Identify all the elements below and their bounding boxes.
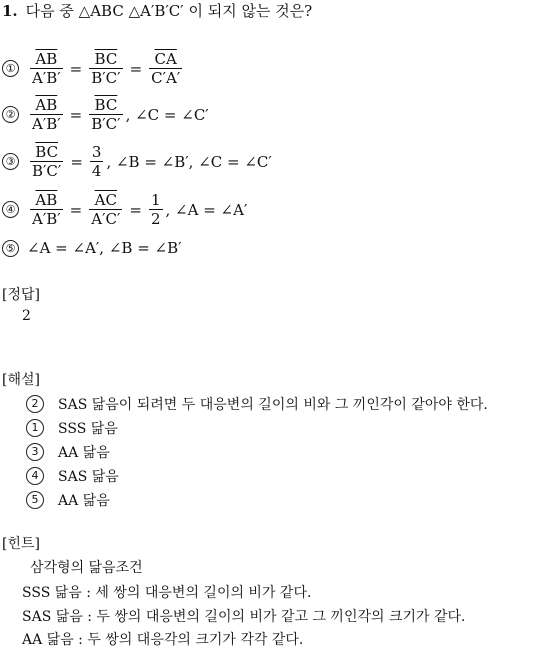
hint-title: 삼각형의 닮음조건 xyxy=(30,560,143,576)
fraction: $\frac{1}{2}$ xyxy=(150,191,161,228)
option-tail: , ∠C = ∠C′ xyxy=(125,105,209,124)
explanation-item: 2 SAS 닮음이 되려면 두 대응변의 길이의 비와 그 끼인각이 같아야 한다. xyxy=(26,394,488,414)
option-number: ⑤ xyxy=(2,240,19,257)
fraction: $\frac{\overline{BC}}{B'C'}$ xyxy=(91,50,121,87)
answer-label: [정답] xyxy=(2,287,40,303)
circled-number: 4 xyxy=(26,467,44,485)
option-number: ① xyxy=(2,60,19,77)
option-number: ② xyxy=(2,106,19,123)
fraction: $\frac{\overline{CA}}{C'A'}$ xyxy=(151,50,181,87)
fraction: $\frac{\overline{AC}}{A'C'}$ xyxy=(91,191,121,228)
explanation-item: 1 SSS 닮음 xyxy=(26,418,118,438)
explanation-item: 5 AA 닮음 xyxy=(26,490,110,510)
circled-number: 5 xyxy=(26,491,44,509)
option-text: ∠A = ∠A′, ∠B = ∠B′ xyxy=(27,239,182,257)
option-1[interactable]: ① $\frac{\overline{AB}}{A'B'}$ = $\frac{\overline{BC}}{B'C'}$ = $\frac{\overline{CA}}{C'A'}$ xyxy=(2,50,185,87)
option-2[interactable]: ② $\frac{\overline{AB}}{A'B'}$ = $\frac{\overline{BC}}{B'C'}$ , ∠C = ∠C′ xyxy=(2,96,209,133)
fraction: $\frac{3}{4}$ xyxy=(91,143,102,180)
hint-line: SSS 닮음 : 세 쌍의 대응변의 길이의 비가 같다. xyxy=(22,585,312,601)
option-number: ④ xyxy=(2,201,19,218)
fraction: $\frac{\overline{AB}}{A'B'}$ xyxy=(32,50,61,87)
explanation-item: 3 AA 닮음 xyxy=(26,442,110,462)
question xyxy=(2,0,312,21)
option-tail: , ∠B = ∠B′, ∠C = ∠C′ xyxy=(106,152,272,171)
hint-line: AA 닮음 : 두 쌍의 대응각의 크기가 각각 같다. xyxy=(22,632,304,648)
hint-line: SAS 닮음 : 두 쌍의 대응변의 길이의 비가 같고 그 끼인각의 크기가 같다. xyxy=(22,609,466,625)
fraction: $\frac{\overline{BC}}{B'C'}$ xyxy=(32,143,62,180)
option-5[interactable] xyxy=(2,239,182,257)
explanation-item: 4 SAS 닮음 xyxy=(26,466,119,486)
fraction: $\frac{\overline{AB}}{A'B'}$ xyxy=(32,191,61,228)
hint-label: [힌트] xyxy=(2,536,40,552)
fraction: $\frac{\overline{BC}}{B'C'}$ xyxy=(91,96,121,133)
explanation-label: [해설] xyxy=(2,372,40,388)
question-number: 1. xyxy=(2,2,18,20)
option-number: ③ xyxy=(2,153,19,170)
option-4[interactable]: ④ $\frac{\overline{AB}}{A'B'}$ = $\frac{\overline{AC}}{A'C'}$ = $\frac{1}{2}$ , ∠A = ∠A′ xyxy=(2,191,247,228)
answer-value: 2 xyxy=(22,308,31,324)
fraction: $\frac{\overline{AB}}{A'B'}$ xyxy=(32,96,61,133)
circled-number: 1 xyxy=(26,419,44,437)
option-3[interactable]: ③ $\frac{\overline{BC}}{B'C'}$ = $\frac{3}{4}$ , ∠B = ∠B′, ∠C = ∠C′ xyxy=(2,143,272,180)
circled-number: 2 xyxy=(26,395,44,413)
question-text: 다음 중 △ABC △A′B′C′ 이 되지 않는 것은? xyxy=(25,2,313,20)
option-tail: , ∠A = ∠A′ xyxy=(165,200,248,219)
circled-number: 3 xyxy=(26,443,44,461)
